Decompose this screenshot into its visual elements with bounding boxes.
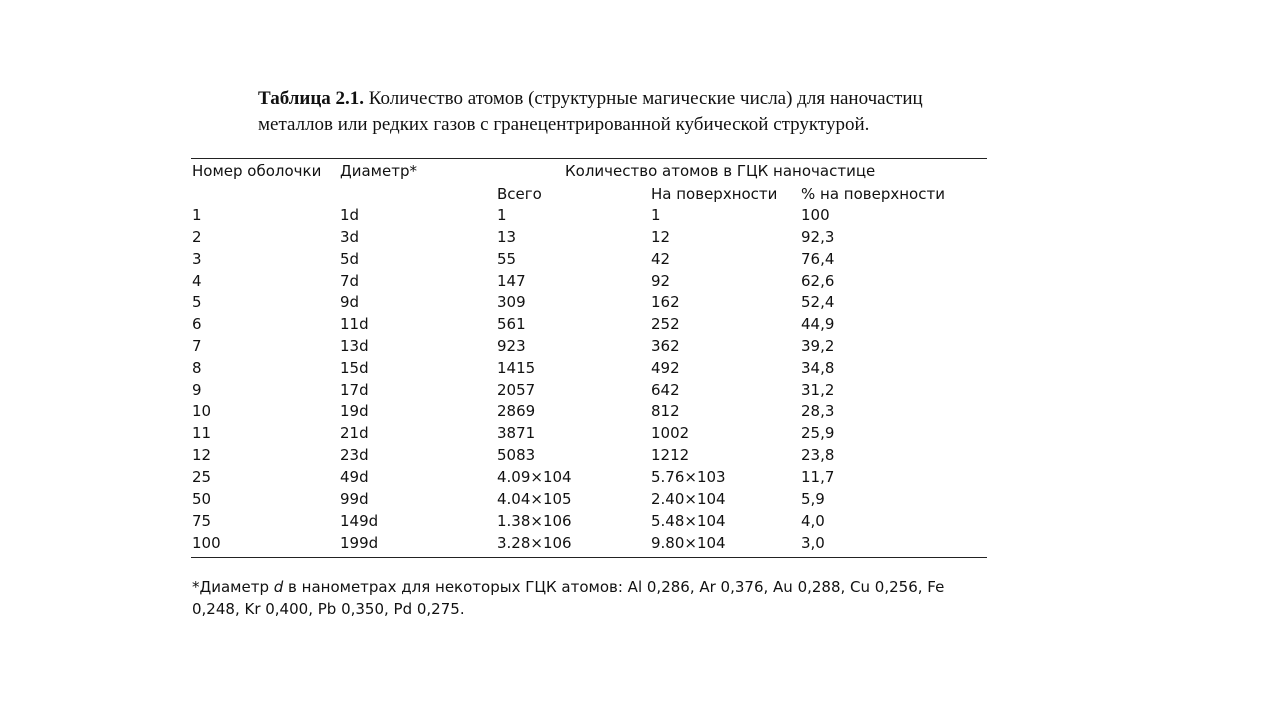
- cell-shell: 100: [192, 534, 221, 552]
- cell-diameter: 1d: [340, 206, 360, 224]
- header-total: Всего: [497, 185, 542, 203]
- cell-surface-percent: 52,4: [801, 293, 835, 311]
- cell-diameter: 17d: [340, 381, 369, 399]
- cell-total: 4.09×104: [497, 468, 572, 486]
- cell-diameter: 99d: [340, 490, 369, 508]
- table-row: [0, 423, 1280, 445]
- cell-surface: 12: [651, 228, 671, 246]
- cell-shell: 50: [192, 490, 212, 508]
- table-row: [0, 467, 1280, 489]
- table-row: [0, 380, 1280, 402]
- cell-diameter: 23d: [340, 446, 369, 464]
- cell-surface: 5.48×104: [651, 512, 726, 530]
- table-row: [0, 249, 1280, 271]
- cell-shell: 7: [192, 337, 202, 355]
- cell-diameter: 19d: [340, 402, 369, 420]
- cell-surface: 252: [651, 315, 680, 333]
- cell-shell: 2: [192, 228, 202, 246]
- cell-surface-percent: 28,3: [801, 402, 835, 420]
- cell-shell: 12: [192, 446, 212, 464]
- table-row: [0, 292, 1280, 314]
- cell-surface-percent: 25,9: [801, 424, 835, 442]
- cell-total: 55: [497, 250, 517, 268]
- cell-total: 561: [497, 315, 526, 333]
- cell-surface: 642: [651, 381, 680, 399]
- cell-shell: 5: [192, 293, 202, 311]
- cell-surface-percent: 23,8: [801, 446, 835, 464]
- cell-shell: 75: [192, 512, 212, 530]
- cell-surface-percent: 3,0: [801, 534, 825, 552]
- cell-total: 13: [497, 228, 517, 246]
- table-row: [0, 314, 1280, 336]
- cell-total: 4.04×105: [497, 490, 572, 508]
- cell-surface-percent: 62,6: [801, 272, 835, 290]
- cell-surface: 1: [651, 206, 661, 224]
- cell-surface-percent: 100: [801, 206, 830, 224]
- cell-shell: 25: [192, 468, 212, 486]
- caption-label: Таблица 2.1.: [258, 88, 365, 109]
- table-row: [0, 511, 1280, 533]
- cell-surface-percent: 39,2: [801, 337, 835, 355]
- cell-diameter: 49d: [340, 468, 369, 486]
- cell-diameter: 5d: [340, 250, 360, 268]
- cell-surface-percent: 4,0: [801, 512, 825, 530]
- cell-total: 309: [497, 293, 526, 311]
- cell-shell: 9: [192, 381, 202, 399]
- cell-diameter: 149d: [340, 512, 379, 530]
- table-row: [0, 227, 1280, 249]
- cell-surface-percent: 5,9: [801, 490, 825, 508]
- cell-surface: 162: [651, 293, 680, 311]
- header-shell-number: Номер оболочки: [192, 162, 322, 180]
- cell-surface: 2.40×104: [651, 490, 726, 508]
- table-caption: [258, 86, 998, 138]
- cell-diameter: 11d: [340, 315, 369, 333]
- cell-total: 2057: [497, 381, 536, 399]
- table-row: [0, 205, 1280, 227]
- cell-diameter: 13d: [340, 337, 369, 355]
- cell-shell: 6: [192, 315, 202, 333]
- cell-total: 2869: [497, 402, 536, 420]
- header-surface: На поверхности: [651, 185, 778, 203]
- cell-surface: 812: [651, 402, 680, 420]
- cell-surface-percent: 44,9: [801, 315, 835, 333]
- cell-total: 3.28×106: [497, 534, 572, 552]
- cell-surface-percent: 31,2: [801, 381, 835, 399]
- cell-shell: 3: [192, 250, 202, 268]
- table-row: [0, 401, 1280, 423]
- cell-total: 1: [497, 206, 507, 224]
- table-row: [0, 358, 1280, 380]
- cell-surface: 362: [651, 337, 680, 355]
- cell-diameter: 21d: [340, 424, 369, 442]
- cell-surface: 42: [651, 250, 671, 268]
- cell-surface: 1002: [651, 424, 690, 442]
- cell-diameter: 3d: [340, 228, 360, 246]
- table-bottom-rule: [191, 557, 987, 558]
- cell-surface: 9.80×104: [651, 534, 726, 552]
- cell-shell: 10: [192, 402, 212, 420]
- cell-surface-percent: 34,8: [801, 359, 835, 377]
- footnote-line2: 0,248, Kr 0,400, Pb 0,350, Pd 0,275.: [192, 600, 465, 618]
- table-row: [0, 336, 1280, 358]
- cell-surface: 492: [651, 359, 680, 377]
- header-atom-count-group: Количество атомов в ГЦК наночастице: [565, 162, 876, 180]
- cell-surface: 92: [651, 272, 671, 290]
- cell-surface-percent: 11,7: [801, 468, 835, 486]
- header-surface-percent: % на поверхности: [801, 185, 945, 203]
- footnote-symbol: d: [273, 578, 284, 596]
- caption-text-line2: металлов или редких газов с гранецентрированной кубической структурой.: [258, 114, 870, 135]
- cell-diameter: 9d: [340, 293, 360, 311]
- cell-total: 5083: [497, 446, 536, 464]
- table-row: [0, 489, 1280, 511]
- footnote-line1: в нанометрах для некоторых ГЦК атомов: Al 0,286, Ar 0,376, Au 0,288, Cu 0,256, Fe: [283, 578, 945, 596]
- table-row: [0, 445, 1280, 467]
- footnote-prefix: *Диаметр: [192, 578, 274, 596]
- cell-surface-percent: 92,3: [801, 228, 835, 246]
- table-footnote: [192, 576, 992, 620]
- table-row: [0, 533, 1280, 555]
- cell-surface-percent: 76,4: [801, 250, 835, 268]
- cell-total: 3871: [497, 424, 536, 442]
- cell-shell: 8: [192, 359, 202, 377]
- cell-diameter: 7d: [340, 272, 360, 290]
- header-diameter: Диаметр*: [340, 162, 417, 180]
- cell-total: 1.38×106: [497, 512, 572, 530]
- cell-surface: 1212: [651, 446, 690, 464]
- cell-shell: 4: [192, 272, 202, 290]
- cell-diameter: 199d: [340, 534, 379, 552]
- cell-shell: 1: [192, 206, 202, 224]
- table-row: [0, 271, 1280, 293]
- cell-shell: 11: [192, 424, 212, 442]
- table-top-rule: [191, 158, 987, 159]
- caption-text-line1: Количество атомов (структурные магические числа) для наночастиц: [368, 88, 923, 109]
- cell-surface: 5.76×103: [651, 468, 726, 486]
- cell-total: 923: [497, 337, 526, 355]
- cell-total: 1415: [497, 359, 536, 377]
- cell-total: 147: [497, 272, 526, 290]
- cell-diameter: 15d: [340, 359, 369, 377]
